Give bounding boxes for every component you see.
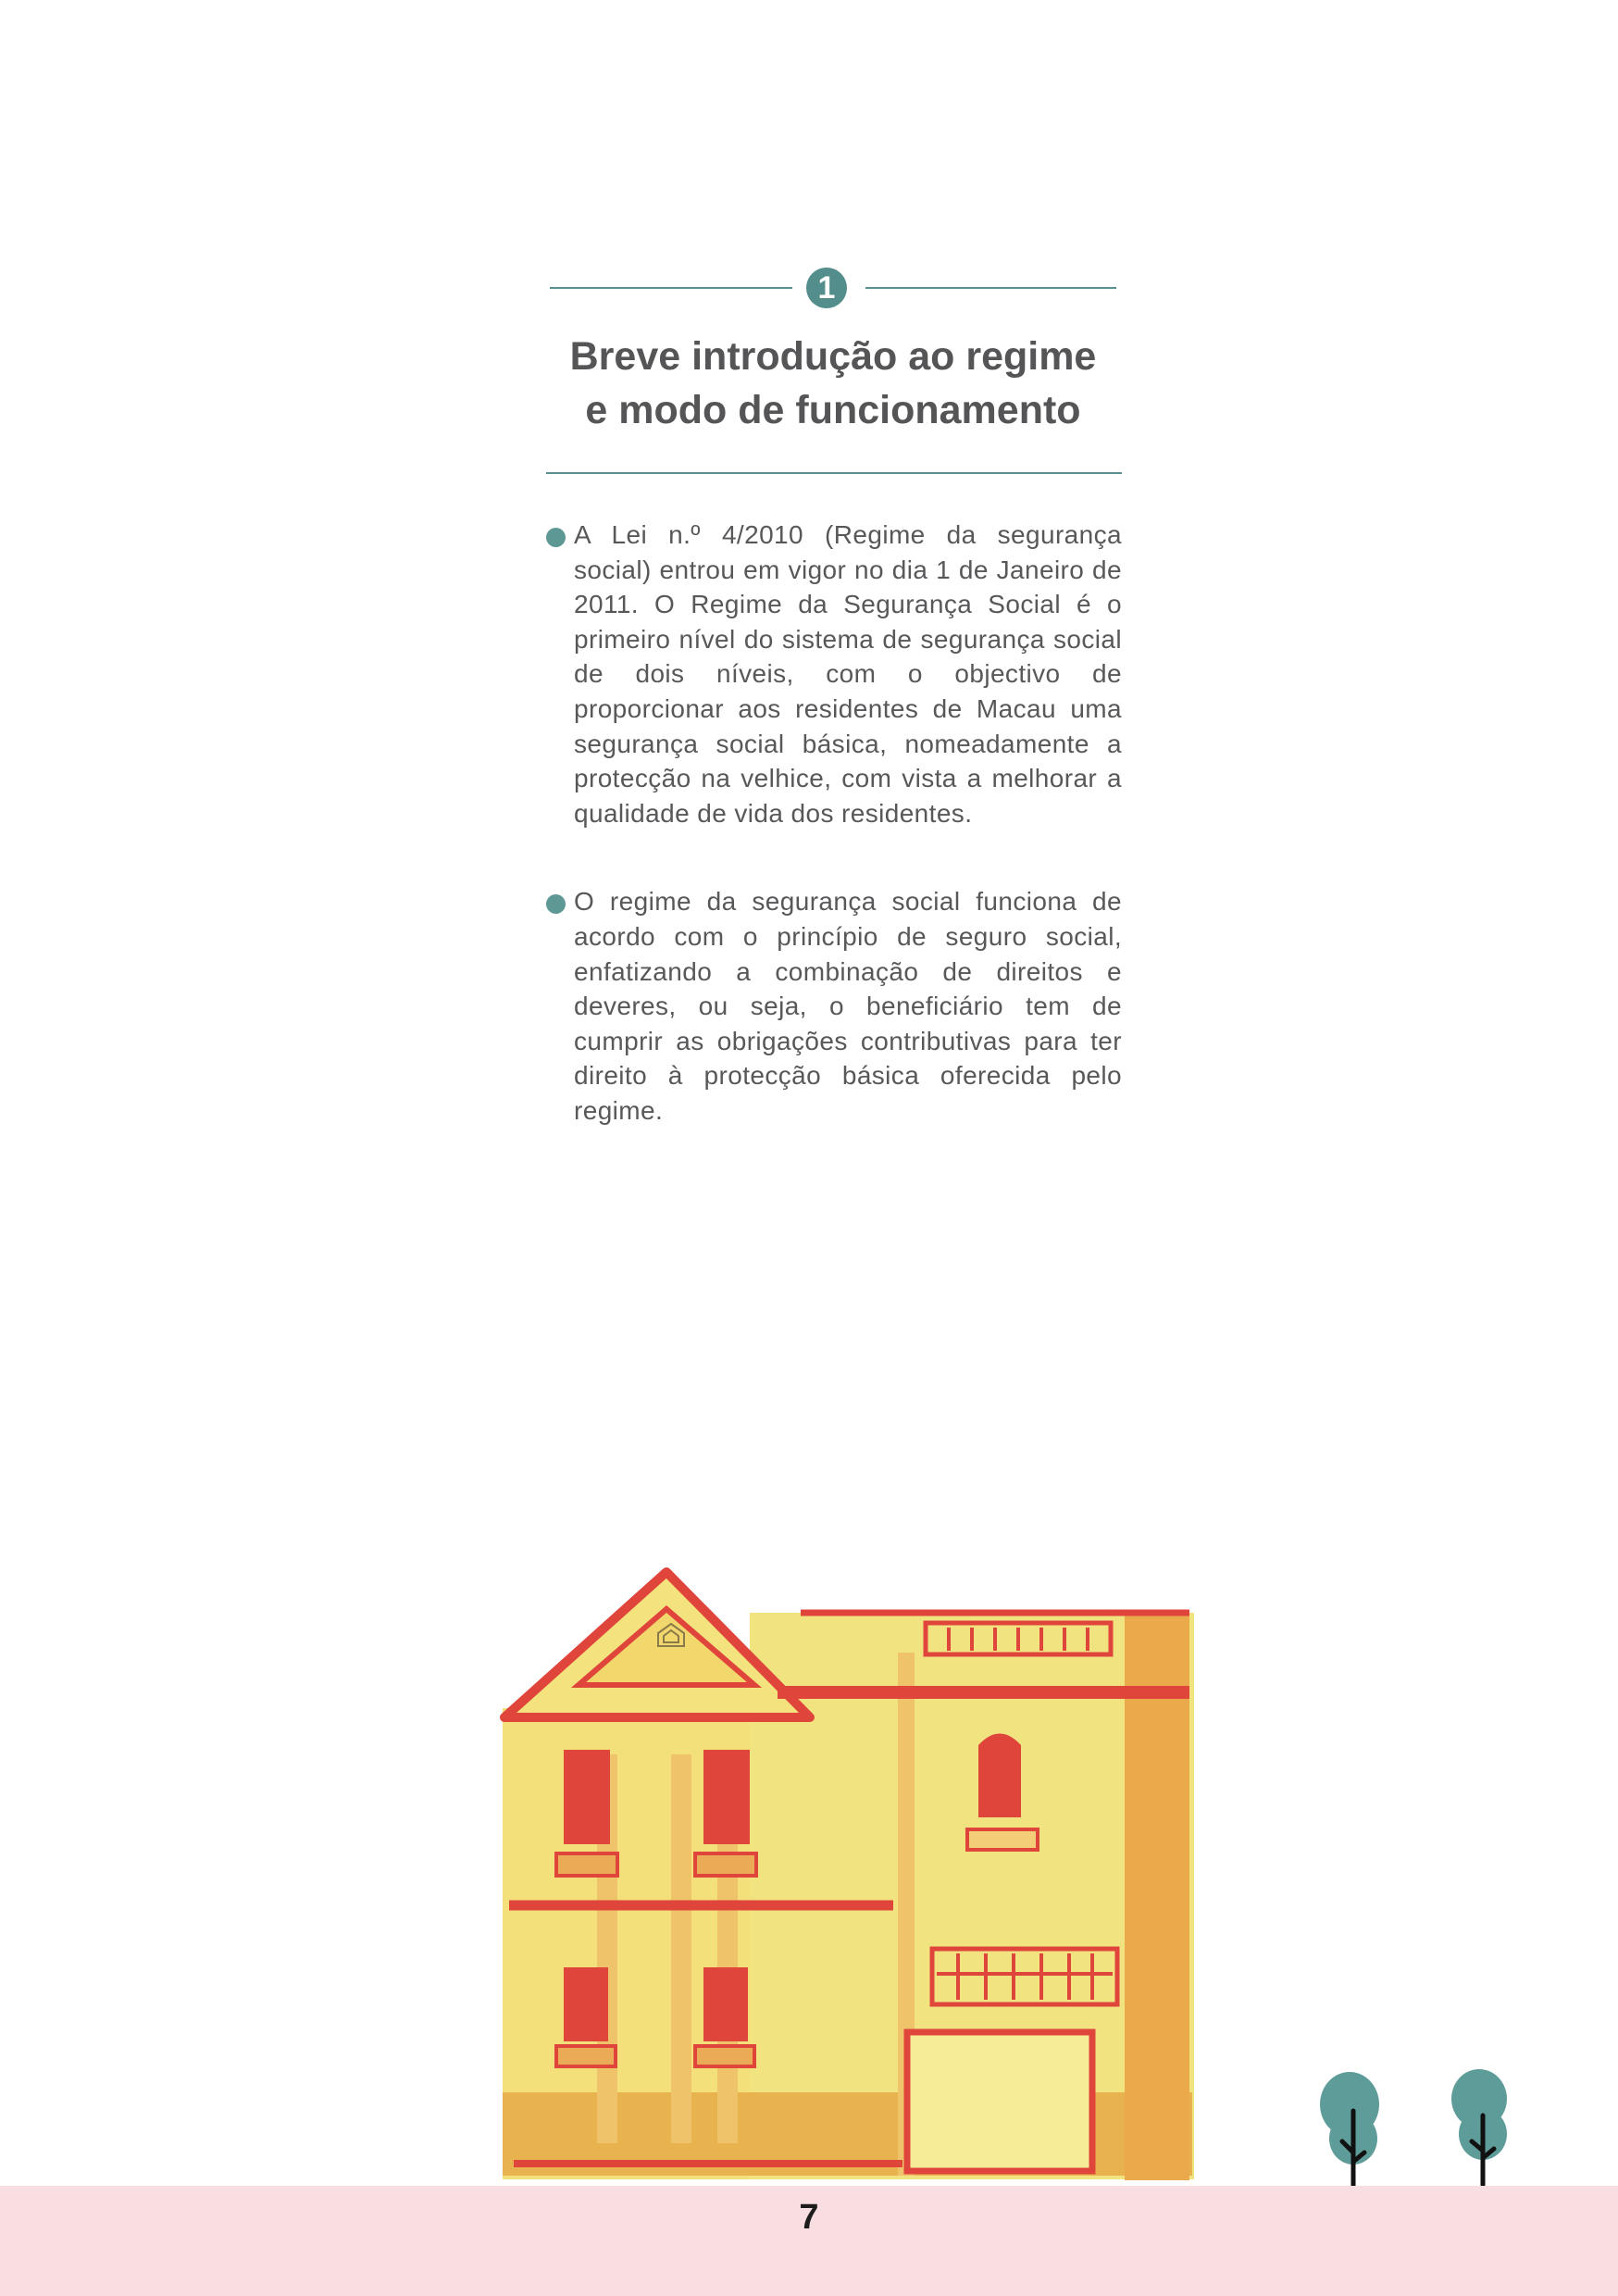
tree-icon <box>1320 2072 1379 2190</box>
window <box>564 1967 608 2041</box>
bullet-item <box>544 518 1122 830</box>
section-header <box>544 265 1122 474</box>
tree-icon <box>1451 2069 1507 2185</box>
bullet-list <box>544 518 1122 1129</box>
page-number: 7 <box>799 2198 819 2237</box>
column <box>671 1754 691 2143</box>
header-rule-bottom <box>546 472 1122 474</box>
window <box>564 1750 610 1844</box>
bullet-text: A Lei n.º 4/2010 (Regime da segurança social) entrou em vigor no dia 1 de Janeiro de 2011. O Regime da Segurança Social é o primeiro nível do sistema de segurança social de dois níveis, com o objectivo de proporcionar aos residentes de Macau uma segurança social básica, nomeadamente a protecção na velhice, com vista a melhorar a qualidade de vida dos residentes. <box>574 520 1122 828</box>
window-sill <box>695 2046 754 2066</box>
header-rule-right <box>865 287 1116 289</box>
section-number-badge: 1 <box>806 268 847 308</box>
section-title-line-2: e modo de funcionamento <box>585 388 1081 432</box>
window-sill <box>556 2046 616 2066</box>
window-sill <box>556 1853 617 1876</box>
trees-illustration <box>1314 2069 1527 2194</box>
window-sill <box>695 1853 756 1876</box>
window <box>703 1750 750 1844</box>
bullet-dot-icon <box>546 894 566 914</box>
header-rule-left <box>550 287 792 289</box>
bullet-text: O regime da segurança social funciona de acordo com o princípio de seguro social, enfatizando a combinação de direitos e deveres, ou seja, o beneficiário tem de cumprir as obrigações contributivas para ter direito à protecção básica oferecida pelo regime. <box>574 887 1122 1125</box>
bullet-item <box>544 884 1122 1128</box>
arched-window <box>978 1734 1021 1818</box>
section-title <box>544 330 1122 437</box>
building-illustration <box>486 1555 1194 2190</box>
window <box>703 1967 748 2041</box>
window-sill <box>967 1829 1038 1850</box>
door <box>907 2032 1092 2171</box>
bullet-dot-icon <box>546 528 566 547</box>
section-title-line-1: Breve introdução ao regime <box>569 334 1097 379</box>
